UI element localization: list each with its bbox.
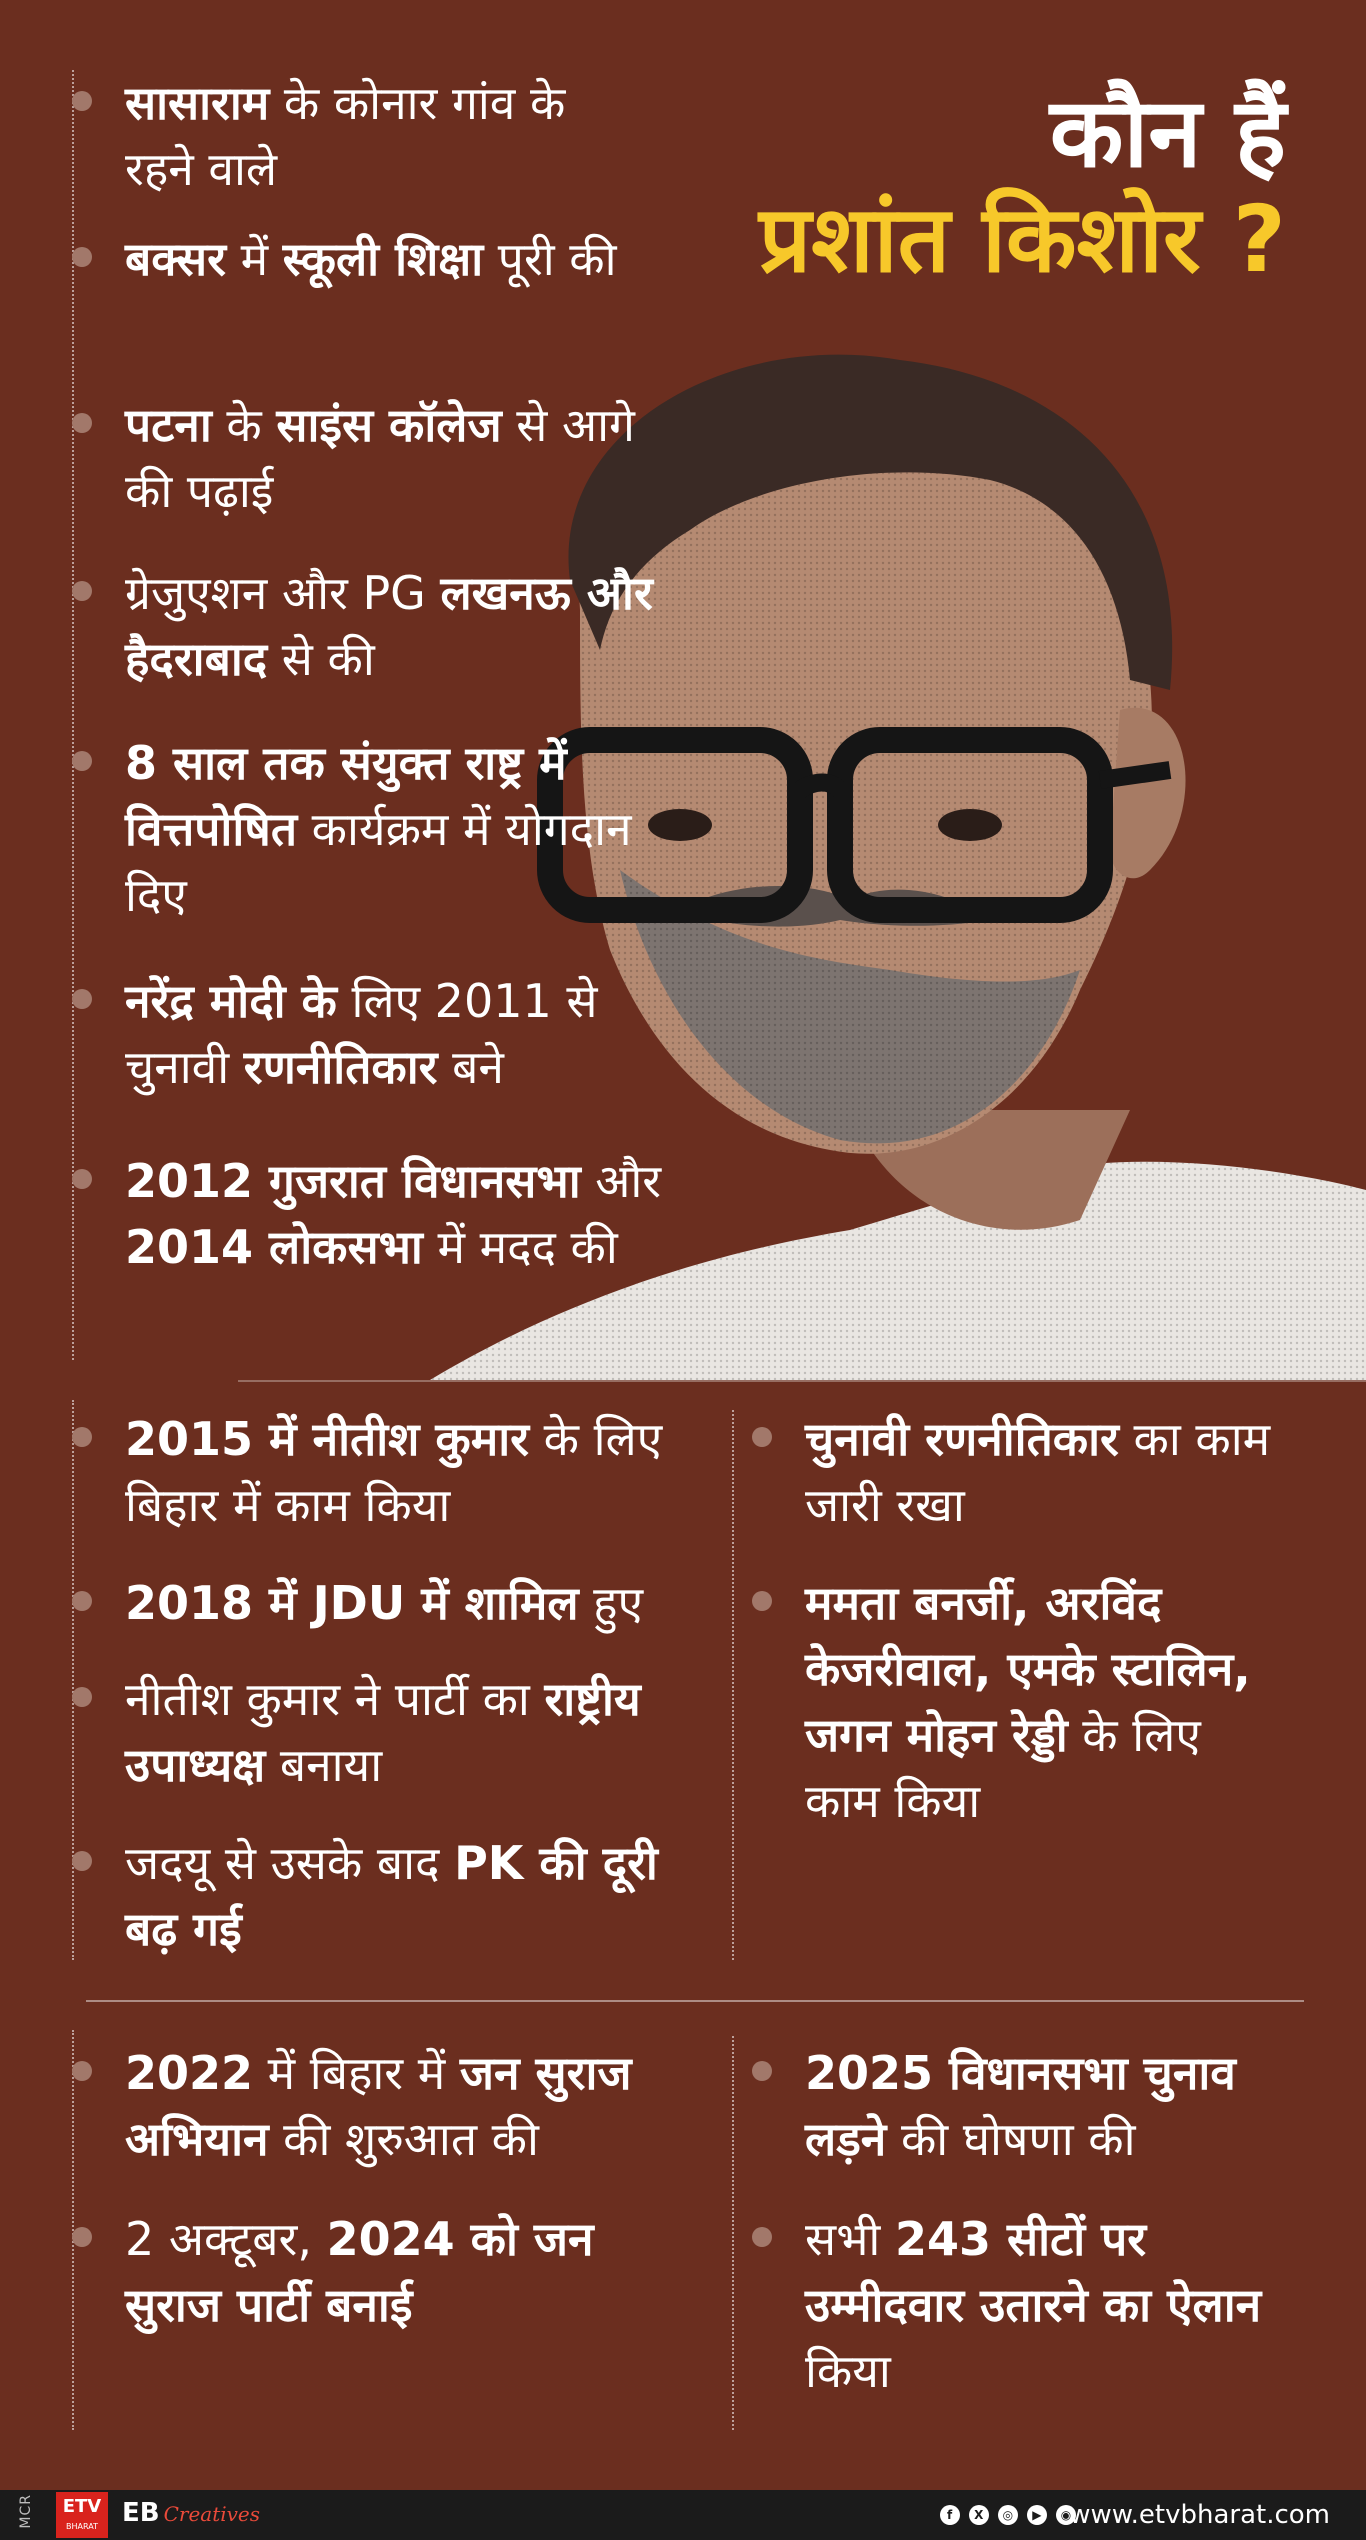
timeline-dot — [72, 751, 92, 771]
eb-script: Creatives — [163, 2502, 261, 2526]
timeline-dot — [752, 2227, 772, 2247]
timeline-item: नीतीश कुमार ने पार्टी का राष्ट्रीय उपाध्यक्ष बनाया — [125, 1666, 665, 1798]
facebook-icon[interactable]: f — [940, 2505, 960, 2525]
timeline-dot — [72, 2061, 92, 2081]
timeline-dot — [72, 1687, 92, 1707]
headline-line-1: कौन हैं — [1049, 77, 1286, 189]
timeline-dot — [72, 1169, 92, 1189]
timeline-item: 2015 में नीतीश कुमार के लिए बिहार में काम किया — [125, 1406, 685, 1538]
timeline-dot — [72, 413, 92, 433]
etv-logo-text: ETV — [62, 2496, 102, 2517]
timeline-dot — [72, 989, 92, 1009]
timeline-dot — [72, 247, 92, 267]
timeline-item: ग्रेजुएशन और PG लखनऊ और हैदराबाद से की — [125, 560, 685, 692]
mcr-label: MCR — [18, 2494, 34, 2529]
instagram-icon[interactable]: ◎ — [998, 2505, 1018, 2525]
timeline-dot — [72, 1851, 92, 1871]
headline — [758, 77, 1286, 293]
timeline-item: बक्सर में स्कूली शिक्षा पूरी की — [125, 226, 645, 292]
timeline-dot — [72, 91, 92, 111]
timeline-item: 2 अक्टूबर, 2024 को जन सुराज पार्टी बनाई — [125, 2206, 665, 2338]
divider — [238, 1380, 1366, 1382]
x-icon[interactable]: X — [969, 2505, 989, 2525]
footer-bar — [0, 2490, 1366, 2540]
timeline-item: चुनावी रणनीतिकार का काम जारी रखा — [805, 1406, 1285, 1538]
timeline-item: पटना के साइंस कॉलेज से आगे की पढ़ाई — [125, 392, 645, 524]
timeline-item: जदयू से उसके बाद PK की दूरी बढ़ गई — [125, 1830, 665, 1962]
timeline-item: 2018 में JDU में शामिल हुए — [125, 1570, 725, 1636]
timeline-item: ममता बनर्जी, अरविंद केजरीवाल, एमके स्टालिन, जगन मोहन रेड्डी के लिए काम किया — [805, 1570, 1285, 1834]
timeline-item: 2012 गुजरात विधानसभा और 2014 लोकसभा में मदद की — [125, 1148, 685, 1280]
timeline-item: 2022 में बिहार में जन सुराज अभियान की शुरुआत की — [125, 2040, 705, 2172]
timeline-dot — [72, 1427, 92, 1447]
eb-text: EB — [122, 2498, 160, 2528]
timeline-dot — [72, 1591, 92, 1611]
threads-icon[interactable]: ◉ — [1056, 2505, 1076, 2525]
timeline-line-mid-right — [732, 1410, 734, 1960]
divider — [86, 2000, 1304, 2002]
etv-bharat-logo[interactable] — [56, 2492, 108, 2538]
timeline-item: 8 साल तक संयुक्त राष्ट्र में वित्तपोषित कार्यक्रम में योगदान दिए — [125, 730, 685, 928]
timeline-line-mid-left — [72, 1400, 74, 1960]
timeline-dot — [72, 581, 92, 601]
timeline-dot — [752, 1427, 772, 1447]
etv-logo-subtext: BHARAT — [66, 2522, 98, 2531]
headline-line-2: प्रशांत किशोर ? — [758, 185, 1286, 293]
timeline-item: सासाराम के कोनार गांव के रहने वाले — [125, 70, 645, 202]
timeline-line-bottom-right — [732, 2036, 734, 2430]
timeline-dot — [752, 2061, 772, 2081]
timeline-item: नरेंद्र मोदी के लिए 2011 से चुनावी रणनीतिकार बने — [125, 968, 685, 1100]
timeline-dot — [72, 2227, 92, 2247]
social-icons — [936, 2504, 1076, 2526]
website-link[interactable]: www.etvbharat.com — [1069, 2500, 1330, 2530]
timeline-dot — [752, 1591, 772, 1611]
eb-creatives-logo — [122, 2498, 260, 2528]
timeline-item: 2025 विधानसभा चुनाव लड़ने की घोषणा की — [805, 2040, 1325, 2172]
youtube-icon[interactable]: ▶ — [1027, 2505, 1047, 2525]
timeline-item: सभी 243 सीटों पर उम्मीदवार उतारने का ऐलान किया — [805, 2206, 1285, 2404]
